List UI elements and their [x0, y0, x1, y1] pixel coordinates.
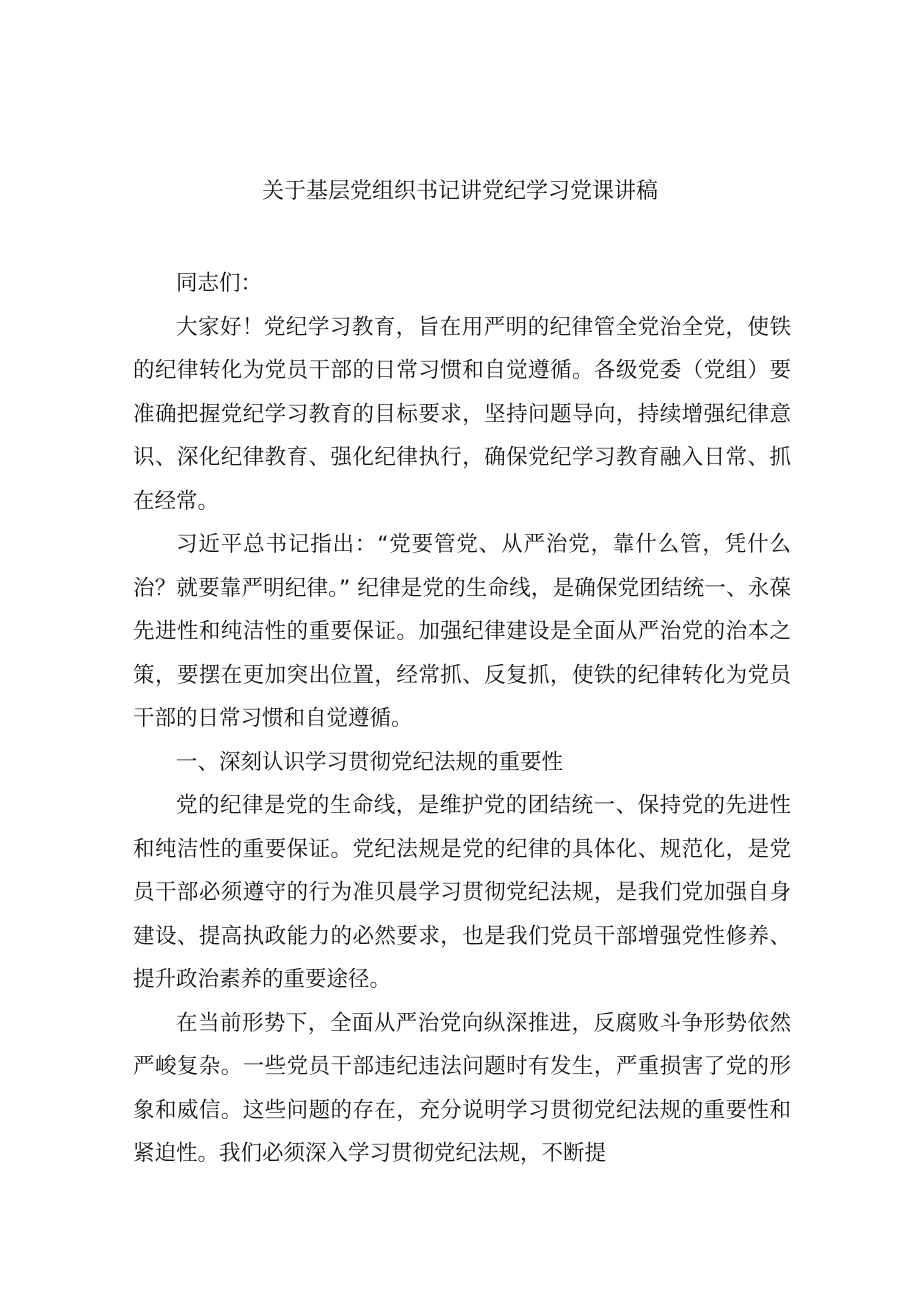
paragraph-2: 习近平总书记指出：“党要管党、从严治党，靠什么管，凭什么治？就要靠严明纪律。” 纪律是党的生命线，是确保党团结统一、永葆先进性和纯洁性的重要保证。加强纪律建设是全面从严治党的治本之策，要摆在更加突出位置，经常抓、反复抓，使铁的纪律转化为党员干部的日常习惯和自觉遵循。	[133, 532, 791, 731]
paragraph-4: 在当前形势下，全面从严治党向纵深推进，反腐败斗争形势依然严峻复杂。一些党员干部违纪违法问题时有发生，严重损害了党的形象和威信。这些问题的存在，充分说明学习贯彻党纪法规的重要性和紧迫性。我们必须深入学习贯彻党纪法规，不断提	[133, 1010, 791, 1166]
salutation: 同志们：	[176, 271, 263, 296]
document-title: 关于基层党组织书记讲党纪学习党课讲稿	[261, 179, 658, 204]
paragraph-3: 党的纪律是党的生命线，是维护党的团结统一、保持党的先进性和纯洁性的重要保证。党纪法规是党的纪律的具体化、规范化，是党员干部必须遵守的行为准贝晨学习贯彻党纪法规，是我们党加强自身建设、提高执政能力的必然要求，也是我们党员干部增强党性修养、提升政治素养的重要途径。	[133, 793, 791, 992]
section-heading-1: 一、深刻认识学习贯彻党纪法规的重要性	[176, 749, 564, 775]
document-body	[133, 262, 791, 1176]
paragraph-1: 大家好！党纪学习教育，旨在用严明的纪律管全党治全党，使铁的纪律转化为党员干部的日常习惯和自觉遵循。各级党委（党组）要准确把握党纪学习教育的目标要求，坚持问题导向，持续增强纪律意识、深化纪律教育、强化纪律执行，确保党纪学习教育融入日常、抓在经常。	[133, 314, 791, 514]
